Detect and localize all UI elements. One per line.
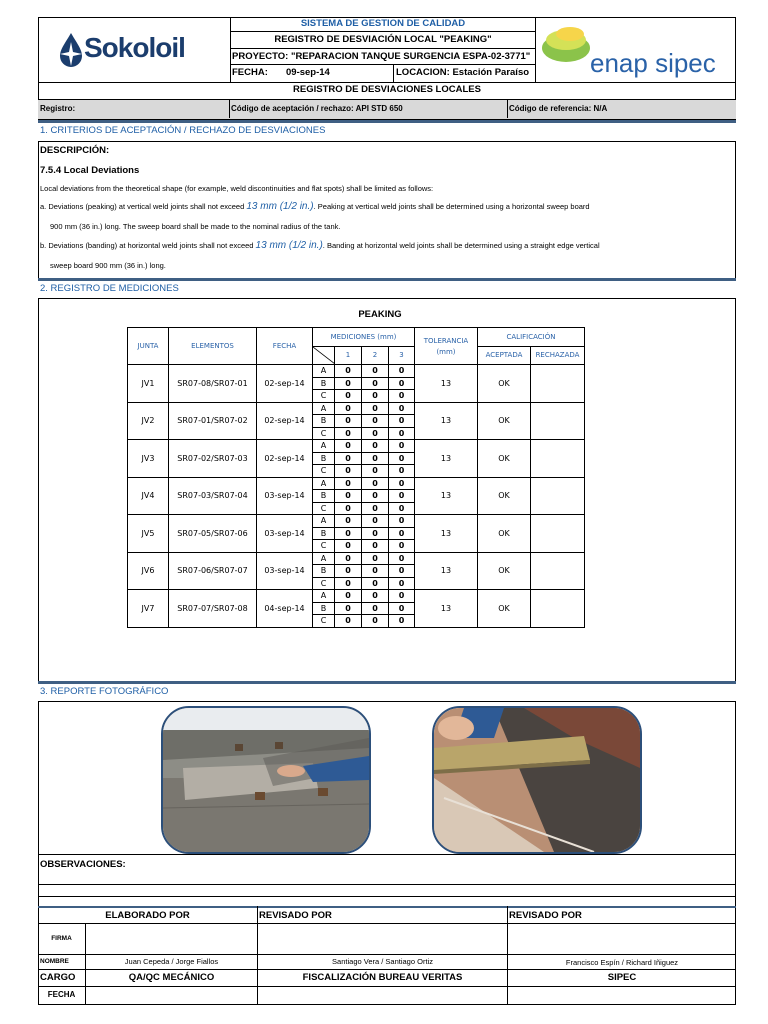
photo-2 (432, 706, 642, 854)
cargo-revisado-1: FISCALIZACIÓN BUREAU VERITAS (302, 972, 463, 983)
cell-point: C (313, 502, 335, 515)
cell-measurement: 0 (335, 527, 362, 540)
cell-tolerancia: 13 (415, 515, 478, 553)
cargo-elaborado: QA/QC MECÁNICO (128, 972, 215, 983)
cell-rechazada (531, 477, 585, 515)
cell-measurement: 0 (335, 565, 362, 578)
cell-fecha: 03-sep-14 (257, 552, 313, 590)
cell-measurement: 0 (389, 452, 415, 465)
table-row (128, 440, 585, 453)
cell-elementos: SR07-06/SR07-07 (169, 552, 257, 590)
cell-elementos: SR07-05/SR07-06 (169, 515, 257, 553)
drop-icon (58, 32, 84, 68)
cell-measurement: 0 (389, 590, 415, 603)
cell-measurement: 0 (335, 615, 362, 628)
leaf-icon (540, 22, 592, 66)
tolerance-highlight-b: 13 mm (1/2 in.) (255, 240, 323, 251)
cell-measurement: 0 (335, 452, 362, 465)
codigo-aceptacion: Código de aceptación / rechazo: API STD 650 (231, 104, 403, 113)
cell-measurement: 0 (335, 590, 362, 603)
firma-label: FIRMA (51, 935, 72, 942)
cell-fecha: 03-sep-14 (257, 477, 313, 515)
cell-rechazada (531, 402, 585, 440)
cell-measurement: 0 (389, 540, 415, 553)
section-2-header (38, 278, 736, 299)
nombre-revisado-1: Santiago Vera / Santiago Ortiz (332, 957, 433, 966)
revisado-header-1: REVISADO POR (259, 910, 332, 921)
header-m2: 2 (362, 346, 389, 365)
cell-measurement: 0 (389, 577, 415, 590)
clause-b-line1: b. Deviations (banding) at horizontal weld joints shall not exceed 13 mm (1/2 in.). Banding at horizontal weld joints shall be determined using a straight edge vertical (40, 240, 600, 251)
cell-measurement: 0 (362, 465, 389, 478)
cell-measurement: 0 (335, 477, 362, 490)
cell-measurement: 0 (335, 402, 362, 415)
cell-measurement: 0 (335, 602, 362, 615)
cell-point: C (313, 390, 335, 403)
cell-measurement: 0 (335, 415, 362, 428)
project-label: PROYECTO: "REPARACION TANQUE SURGENCIA ESPA-02-3771" (232, 51, 531, 62)
cell-measurement: 0 (362, 515, 389, 528)
cell-point: A (313, 477, 335, 490)
clause-intro: Local deviations from the theoretical shape (for example, weld discontinuities and flat spots) shall be limited as follows: (40, 184, 434, 193)
cell-elementos: SR07-08/SR07-01 (169, 365, 257, 403)
cell-elementos: SR07-03/SR07-04 (169, 477, 257, 515)
cell-fecha: 02-sep-14 (257, 440, 313, 478)
registro-label: Registro: (40, 104, 76, 113)
section-2-title: 2. REGISTRO DE MEDICIONES (40, 283, 179, 294)
cell-point: A (313, 552, 335, 565)
cell-point: B (313, 452, 335, 465)
cell-measurement: 0 (389, 415, 415, 428)
cell-tolerancia: 13 (415, 477, 478, 515)
cell-measurement: 0 (389, 565, 415, 578)
cell-measurement: 0 (389, 440, 415, 453)
header-fecha: FECHA (257, 328, 313, 365)
photo-1 (161, 706, 371, 854)
cell-point: C (313, 465, 335, 478)
cargo-label: CARGO (40, 972, 76, 983)
cargo-revisado-2: SIPEC (607, 972, 637, 983)
table-row (128, 590, 585, 603)
cell-measurement: 0 (335, 502, 362, 515)
revisado-header-2: REVISADO POR (509, 910, 582, 921)
clause-title: 7.5.4 Local Deviations (40, 165, 140, 176)
header-aceptada: ACEPTADA (478, 346, 531, 365)
cell-measurement: 0 (389, 527, 415, 540)
cell-measurement: 0 (362, 590, 389, 603)
cell-measurement: 0 (362, 565, 389, 578)
cell-measurement: 0 (362, 490, 389, 503)
cell-measurement: 0 (389, 427, 415, 440)
document-title: REGISTRO DE DESVIACIÓN LOCAL "PEAKING" (274, 34, 492, 45)
cell-aceptada: OK (478, 477, 531, 515)
cell-measurement: 0 (389, 465, 415, 478)
cell-point: A (313, 402, 335, 415)
cell-measurement: 0 (362, 427, 389, 440)
cell-point: B (313, 415, 335, 428)
cell-measurement: 0 (362, 615, 389, 628)
header-m3: 3 (389, 346, 415, 365)
clause-b-line2: sweep board 900 mm (36 in.) long. (50, 261, 166, 270)
cell-junta: JV3 (128, 440, 169, 478)
cell-fecha: 03-sep-14 (257, 515, 313, 553)
cell-rechazada (531, 515, 585, 553)
cell-point: A (313, 515, 335, 528)
cell-junta: JV5 (128, 515, 169, 553)
cell-point: C (313, 540, 335, 553)
cell-measurement: 0 (389, 615, 415, 628)
table-row (128, 552, 585, 565)
enap-sipec-wordmark: enap sipec (590, 48, 716, 78)
cell-elementos: SR07-07/SR07-08 (169, 590, 257, 628)
cell-elementos: SR07-01/SR07-02 (169, 402, 257, 440)
cell-measurement: 0 (389, 552, 415, 565)
tolerance-highlight-a: 13 mm (1/2 in.) (246, 201, 314, 212)
cell-measurement: 0 (335, 365, 362, 378)
cell-measurement: 0 (335, 377, 362, 390)
cell-measurement: 0 (389, 515, 415, 528)
cell-measurement: 0 (362, 415, 389, 428)
cell-measurement: 0 (362, 540, 389, 553)
cell-point: B (313, 527, 335, 540)
cell-measurement: 0 (389, 390, 415, 403)
cell-measurement: 0 (389, 402, 415, 415)
cell-measurement: 0 (335, 390, 362, 403)
cell-measurement: 0 (362, 365, 389, 378)
header-diagonal (313, 346, 335, 365)
cell-point: B (313, 490, 335, 503)
enap-sipec-logo (540, 22, 730, 82)
header-mediciones: MEDICIONES (mm) (313, 328, 415, 347)
cell-tolerancia: 13 (415, 365, 478, 403)
codigo-referencia: Código de referencia: N/A (509, 104, 608, 113)
section-1-header (38, 120, 736, 141)
cell-measurement: 0 (335, 465, 362, 478)
nombre-label: NOMBRE (40, 958, 69, 965)
cell-measurement: 0 (362, 527, 389, 540)
cell-junta: JV2 (128, 402, 169, 440)
cell-measurement: 0 (389, 365, 415, 378)
cell-measurement: 0 (362, 390, 389, 403)
cell-aceptada: OK (478, 402, 531, 440)
section-3-title: 3. REPORTE FOTOGRÁFICO (40, 686, 169, 697)
description-label: DESCRIPCIÓN: (40, 145, 110, 156)
cell-rechazada (531, 440, 585, 478)
fecha-label: FECHA (47, 990, 76, 999)
cell-measurement: 0 (389, 602, 415, 615)
elaborado-header: ELABORADO POR (105, 910, 190, 921)
cell-measurement: 0 (335, 540, 362, 553)
header-rechazada: RECHAZADA (531, 346, 585, 365)
nombre-elaborado: Juan Cepeda / Jorge Fiallos (124, 957, 219, 966)
cell-measurement: 0 (362, 402, 389, 415)
cell-tolerancia: 13 (415, 552, 478, 590)
cell-measurement: 0 (362, 440, 389, 453)
cell-point: B (313, 377, 335, 390)
header-m1: 1 (335, 346, 362, 365)
measurements-table (127, 327, 585, 628)
header-tolerancia: TOLERANCIA (mm) (415, 328, 478, 365)
cell-fecha: 04-sep-14 (257, 590, 313, 628)
cell-measurement: 0 (389, 490, 415, 503)
table-row (128, 365, 585, 378)
cell-measurement: 0 (335, 490, 362, 503)
cell-point: C (313, 615, 335, 628)
cell-measurement: 0 (362, 377, 389, 390)
cell-rechazada (531, 590, 585, 628)
header-junta: JUNTA (128, 328, 169, 365)
cell-fecha: 02-sep-14 (257, 365, 313, 403)
cell-measurement: 0 (362, 502, 389, 515)
cell-measurement: 0 (362, 577, 389, 590)
cell-measurement: 0 (389, 377, 415, 390)
cell-measurement: 0 (335, 577, 362, 590)
clause-a-line1: a. Deviations (peaking) at vertical weld joints shall not exceed 13 mm (1/2 in.). Peaking at vertical weld joints shall be determined using a horizontal sweep board (40, 201, 590, 212)
cell-aceptada: OK (478, 552, 531, 590)
nombre-revisado-2: Francisco Espín / Richard Iñiguez (565, 958, 679, 967)
cell-measurement: 0 (335, 440, 362, 453)
table-row (128, 515, 585, 528)
section-3-header (38, 681, 736, 702)
cell-measurement: 0 (335, 427, 362, 440)
cell-elementos: SR07-02/SR07-03 (169, 440, 257, 478)
cell-point: A (313, 590, 335, 603)
system-title: SISTEMA DE GESTION DE CALIDAD (300, 18, 466, 29)
header-elementos: ELEMENTOS (169, 328, 257, 365)
cell-measurement: 0 (389, 502, 415, 515)
sokoloil-logo (58, 30, 208, 70)
cell-point: A (313, 365, 335, 378)
cell-tolerancia: 13 (415, 590, 478, 628)
cell-measurement: 0 (362, 477, 389, 490)
cell-tolerancia: 13 (415, 440, 478, 478)
sokoloil-wordmark: Sokoloil (84, 32, 185, 63)
section-1-title: 1. CRITERIOS DE ACEPTACIÓN / RECHAZO DE DESVIACIONES (40, 125, 326, 136)
table-row (128, 402, 585, 415)
cell-point: B (313, 565, 335, 578)
cell-measurement: 0 (335, 552, 362, 565)
cell-point: B (313, 602, 335, 615)
cell-measurement: 0 (362, 602, 389, 615)
cell-point: A (313, 440, 335, 453)
clause-a-line2: 900 mm (36 in.) long. The sweep board shall be made to the nominal radius of the tank. (50, 222, 341, 231)
cell-rechazada (531, 365, 585, 403)
cell-measurement: 0 (362, 552, 389, 565)
date-value: 09-sep-14 (286, 67, 330, 78)
header-calificacion: CALIFICACIÓN (478, 328, 585, 347)
date-label: FECHA: (232, 67, 268, 78)
cell-junta: JV1 (128, 365, 169, 403)
cell-point: C (313, 427, 335, 440)
cell-measurement: 0 (362, 452, 389, 465)
table-row (128, 477, 585, 490)
cell-junta: JV6 (128, 552, 169, 590)
subtitle: REGISTRO DE DESVIACIONES LOCALES (293, 84, 481, 95)
cell-tolerancia: 13 (415, 402, 478, 440)
cell-aceptada: OK (478, 365, 531, 403)
cell-point: C (313, 577, 335, 590)
observaciones-label: OBSERVACIONES: (40, 859, 126, 870)
location-label: LOCACION: Estación Paraíso (396, 67, 530, 78)
cell-aceptada: OK (478, 440, 531, 478)
cell-measurement: 0 (389, 477, 415, 490)
cell-rechazada (531, 552, 585, 590)
cell-aceptada: OK (478, 590, 531, 628)
cell-measurement: 0 (335, 515, 362, 528)
cell-aceptada: OK (478, 515, 531, 553)
cell-junta: JV7 (128, 590, 169, 628)
table-title: PEAKING (358, 309, 402, 320)
cell-fecha: 02-sep-14 (257, 402, 313, 440)
cell-junta: JV4 (128, 477, 169, 515)
